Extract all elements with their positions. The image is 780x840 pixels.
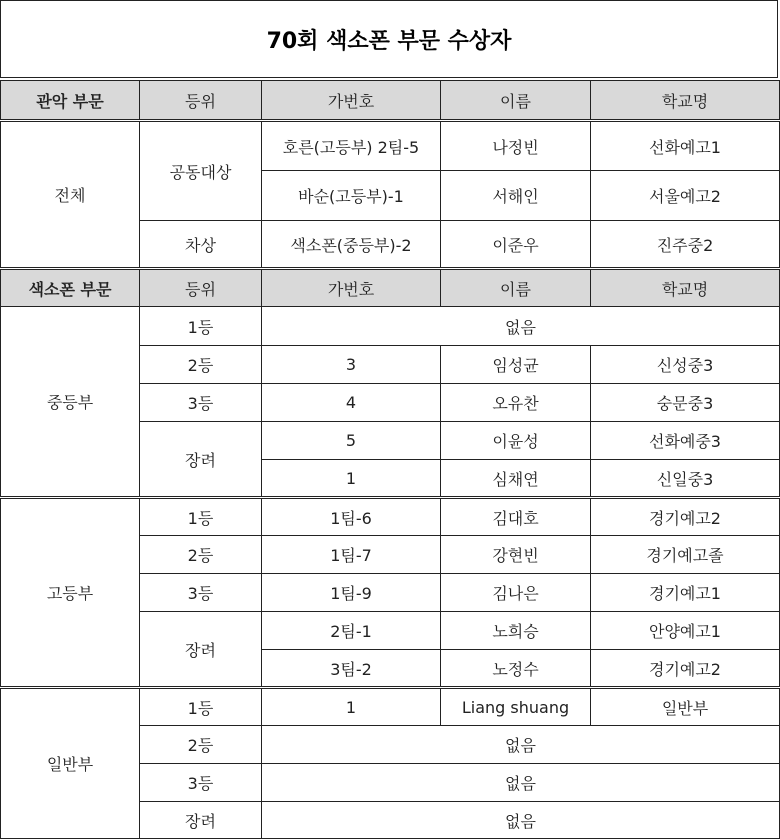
rank-encouragement: 장려 xyxy=(140,802,262,839)
rank-first: 1등 xyxy=(140,307,262,346)
division-general: 일반부 xyxy=(1,688,140,839)
cell-number: 색소폰(중등부)-2 xyxy=(262,221,441,269)
header-number: 가번호 xyxy=(262,81,441,121)
cell-name: 임성균 xyxy=(441,346,591,384)
cell-school: 숭문중3 xyxy=(591,384,780,422)
page-title: 70회 색소폰 부문 수상자 xyxy=(266,28,512,54)
cell-name: 노희승 xyxy=(441,612,591,650)
rank-third: 3등 xyxy=(140,764,262,802)
header-band-category: 관악 부문 xyxy=(1,81,140,121)
cell-number: 3 xyxy=(262,346,441,384)
cell-number: 4 xyxy=(262,384,441,422)
header-rank: 등위 xyxy=(140,81,262,121)
cell-number: 1 xyxy=(262,460,441,498)
rank-joint-grand: 공동대상 xyxy=(140,121,262,221)
rank-second: 2등 xyxy=(140,346,262,384)
cell-name: 김나은 xyxy=(441,574,591,612)
cell-school: 안양예고1 xyxy=(591,612,780,650)
cell-school: 신성중3 xyxy=(591,346,780,384)
cell-name: 강현빈 xyxy=(441,536,591,574)
cell-school: 신일중3 xyxy=(591,460,780,498)
table-row xyxy=(1,121,780,171)
header-school: 학교명 xyxy=(591,269,780,307)
cell-name: 나정빈 xyxy=(441,121,591,171)
rank-first: 1등 xyxy=(140,498,262,536)
cell-school: 선화예중3 xyxy=(591,422,780,460)
cell-number: 바순(고등부)-1 xyxy=(262,171,441,221)
header-name: 이름 xyxy=(441,269,591,307)
division-high: 고등부 xyxy=(1,498,140,688)
cell-school: 경기예고1 xyxy=(591,574,780,612)
header-row-band xyxy=(1,81,780,121)
rank-runner-up: 차상 xyxy=(140,221,262,269)
table-row xyxy=(1,307,780,346)
table-row xyxy=(1,498,780,536)
header-saxophone-category: 색소폰 부문 xyxy=(1,269,140,307)
rank-second: 2등 xyxy=(140,726,262,764)
cell-name: 김대호 xyxy=(441,498,591,536)
cell-school: 경기예고2 xyxy=(591,650,780,688)
cell-school: 경기예고졸 xyxy=(591,536,780,574)
cell-number: 3팀-2 xyxy=(262,650,441,688)
cell-number: 1 xyxy=(262,688,441,726)
cell-school: 경기예고2 xyxy=(591,498,780,536)
cell-number: 호른(고등부) 2팀-5 xyxy=(262,121,441,171)
cell-none: 없음 xyxy=(262,307,780,346)
cell-number: 2팀-1 xyxy=(262,612,441,650)
cell-none: 없음 xyxy=(262,726,780,764)
cell-none: 없음 xyxy=(262,764,780,802)
cell-name: 심채연 xyxy=(441,460,591,498)
cell-school: 진주중2 xyxy=(591,221,780,269)
header-rank: 등위 xyxy=(140,269,262,307)
cell-name: 이윤성 xyxy=(441,422,591,460)
cell-number: 1팀-6 xyxy=(262,498,441,536)
division-middle: 중등부 xyxy=(1,307,140,498)
rank-third: 3등 xyxy=(140,574,262,612)
division-overall: 전체 xyxy=(1,121,140,269)
cell-name: 이준우 xyxy=(441,221,591,269)
cell-school: 일반부 xyxy=(591,688,780,726)
header-number: 가번호 xyxy=(262,269,441,307)
cell-name: 서해인 xyxy=(441,171,591,221)
cell-school: 선화예고1 xyxy=(591,121,780,171)
cell-number: 1팀-7 xyxy=(262,536,441,574)
title-box xyxy=(0,0,778,78)
rank-encouragement: 장려 xyxy=(140,612,262,688)
rank-second: 2등 xyxy=(140,536,262,574)
cell-number: 5 xyxy=(262,422,441,460)
table-row xyxy=(1,688,780,726)
rank-third: 3등 xyxy=(140,384,262,422)
header-school: 학교명 xyxy=(591,81,780,121)
header-name: 이름 xyxy=(441,81,591,121)
awards-table xyxy=(0,80,780,839)
cell-name: 오유찬 xyxy=(441,384,591,422)
rank-encouragement: 장려 xyxy=(140,422,262,498)
header-row-saxophone xyxy=(1,269,780,307)
cell-number: 1팀-9 xyxy=(262,574,441,612)
cell-school: 서울예고2 xyxy=(591,171,780,221)
cell-name: Liang shuang xyxy=(441,688,591,726)
cell-name: 노정수 xyxy=(441,650,591,688)
rank-first: 1등 xyxy=(140,688,262,726)
cell-none: 없음 xyxy=(262,802,780,839)
